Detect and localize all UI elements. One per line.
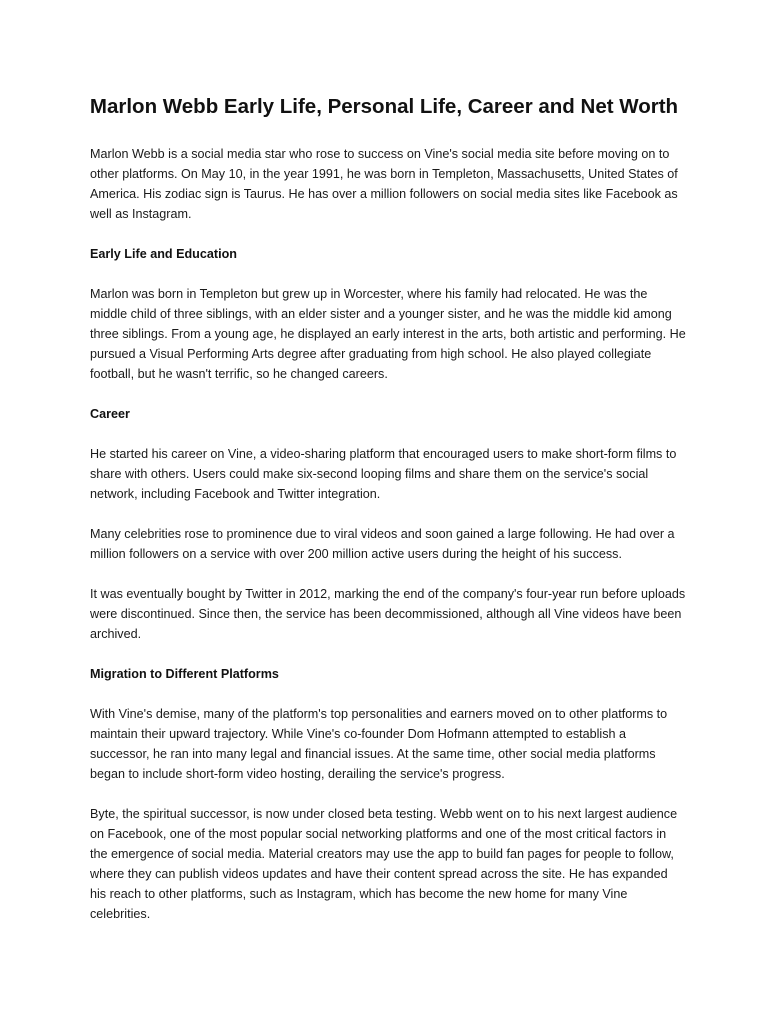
- section-heading-early-life: Early Life and Education: [90, 247, 237, 261]
- section-heading-migration: Migration to Different Platforms: [90, 667, 279, 681]
- career-paragraph-2: Many celebrities rose to prominence due to viral videos and soon gained a large following. He had over a million followers on a service with over 200 million active users during the height of his success.: [90, 527, 675, 561]
- section-heading-career: Career: [90, 407, 130, 421]
- migration-paragraph-2: Byte, the spiritual successor, is now under closed beta testing. Webb went on to his next largest audience on Facebook, one of the most popular social networking platforms and one of the most critical factors in the emergence of social media. Material creators may use the app to build fan pages for people to follow, where they can publish videos updates and have their content spread across the site. He has expanded his reach to other platforms, such as Instagram, which has become the new home for many Vine celebrities.: [90, 807, 678, 921]
- early-life-paragraph: Marlon was born in Templeton but grew up in Worcester, where his family had relocated. He was the middle child of three siblings, with an elder sister and a younger sister, and he was the middle kid among three siblings. From a young age, he displayed an early interest in the arts, both artistic and performing. He pursued a Visual Performing Arts degree after graduating from high school. He also played collegiate football, but he wasn't terrific, so he changed careers.: [90, 287, 686, 381]
- document-title: Marlon Webb Early Life, Personal Life, Career and Net Worth: [89, 95, 679, 118]
- career-paragraph-1: He started his career on Vine, a video-sharing platform that encouraged users to make short-form films to share with others. Users could make six-second looping films and share them on the service's social network, including Facebook and Twitter integration.: [90, 447, 677, 501]
- intro-paragraph: Marlon Webb is a social media star who rose to success on Vine's social media site before moving on to other platforms. On May 10, in the year 1991, he was born in Templeton, Massachusetts, United States of America. His zodiac sign is Taurus. He has over a million followers on social media sites like Facebook as well as Instagram.: [90, 147, 678, 221]
- migration-paragraph-1: With Vine's demise, many of the platform's top personalities and earners moved on to other platforms to maintain their upward trajectory. While Vine's co-founder Dom Hofmann attempted to establish a successor, he ran into many legal and financial issues. At the same time, other social media platforms began to include short-form video hosting, derailing the service's progress.: [90, 707, 668, 781]
- career-paragraph-3: It was eventually bought by Twitter in 2012, marking the end of the company's four-year run before uploads were discontinued. Since then, the service has been decommissioned, although all Vine videos have been archived.: [90, 587, 686, 641]
